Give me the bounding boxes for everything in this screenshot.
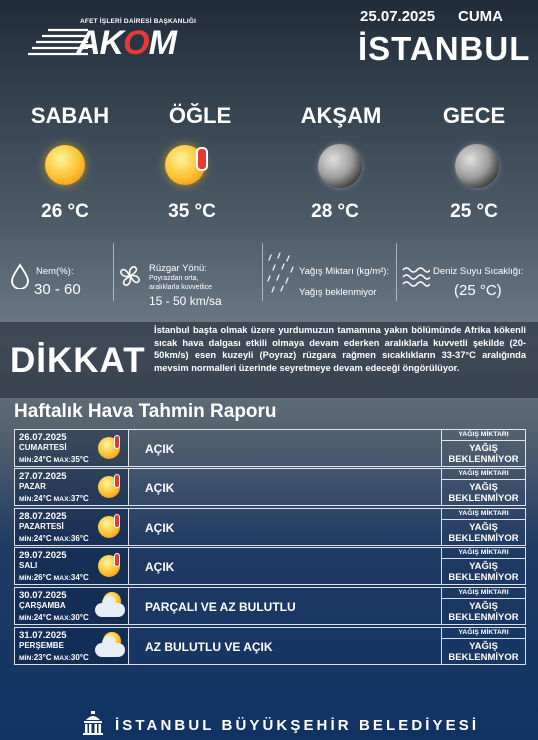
header-day: CUMA <box>458 8 503 25</box>
sun-icon <box>45 145 85 185</box>
forecast-condition: AÇIK <box>145 560 175 574</box>
forecast-row <box>14 508 526 546</box>
humidity-drop-icon <box>10 263 30 289</box>
rain-value: YAĞIŞ BEKLENMİYOR <box>448 482 519 504</box>
forecast-date: 28.07.2025 <box>19 511 67 522</box>
cloud-icon <box>95 603 125 617</box>
divider <box>396 243 397 301</box>
waves-icon <box>402 264 430 290</box>
forecast-day: PAZAR <box>19 482 46 491</box>
period-noon <box>145 103 255 129</box>
forecast-desc-cell <box>129 627 441 665</box>
forecast-minmax: MİN:24°C MAX:35°C <box>19 455 89 464</box>
rain-value: YAĞIŞ BEKLENMİYOR <box>448 601 519 623</box>
forecast-date-cell <box>14 547 129 585</box>
city-name: İSTANBUL <box>358 30 531 67</box>
period-temp: 35 °C <box>168 201 216 222</box>
rain-header: YAĞIŞ MİKTARI <box>442 469 525 480</box>
forecast-day: PERŞEMBE <box>19 641 64 650</box>
rain-value: Yağış beklenmiyor <box>299 287 377 298</box>
moon-icon <box>455 144 499 188</box>
forecast-desc-cell <box>129 468 441 506</box>
rain-header: YAĞIŞ MİKTARI <box>442 509 525 520</box>
forecast-row <box>14 429 526 467</box>
forecast-desc-cell <box>129 508 441 546</box>
rain-header: YAĞIŞ MİKTARI <box>442 430 525 441</box>
rain-value: YAĞIŞ BEKLENMİYOR <box>448 641 519 663</box>
ibb-logo-icon <box>80 710 106 736</box>
forecast-date: 29.07.2025 <box>19 550 67 561</box>
thermometer-icon <box>114 553 120 567</box>
forecast-date-cell <box>14 468 129 506</box>
thermometer-icon <box>114 514 120 528</box>
wind-value: 15 - 50 km/sa <box>149 294 222 308</box>
forecast-minmax: MİN:23°C MAX:30°C <box>19 653 89 662</box>
forecast-row <box>14 468 526 506</box>
cloud-icon <box>95 643 125 657</box>
weekly-title: Haftalık Hava Tahmin Raporu <box>14 401 277 422</box>
moon-icon <box>318 144 362 188</box>
divider <box>113 243 114 301</box>
forecast-condition: PARÇALI VE AZ BULUTLU <box>145 600 296 614</box>
forecast-minmax: MİN:24°C MAX:36°C <box>19 534 89 543</box>
wind-desc-1: Poyrazdan orta, <box>149 275 199 282</box>
forecast-day: PAZARTESİ <box>19 522 64 531</box>
sea-temp-value: (25 °C) <box>454 282 502 299</box>
rain-header: YAĞIŞ MİKTARI <box>442 628 525 639</box>
rain-value: YAĞIŞ BEKLENMİYOR <box>448 561 519 583</box>
humidity-label: Nem(%): <box>36 266 74 277</box>
forecast-day: ÇARŞAMBA <box>19 601 66 610</box>
warning-title: DİKKAT <box>10 341 146 380</box>
rain-label: Yağış Miktarı (kg/m²): <box>299 266 390 277</box>
forecast-minmax: MİN:24°C MAX:37°C <box>19 494 89 503</box>
thermometer-icon <box>196 147 208 171</box>
forecast-date: 27.07.2025 <box>19 471 67 482</box>
forecast-date: 31.07.2025 <box>19 630 67 641</box>
forecast-date: 26.07.2025 <box>19 432 67 443</box>
period-temp: 25 °C <box>450 201 498 222</box>
footer-municipality: İSTANBUL BÜYÜKŞEHİR BELEDİYESİ <box>115 717 480 734</box>
forecast-date: 30.07.2025 <box>19 590 67 601</box>
forecast-row <box>14 547 526 585</box>
forecast-rain-cell <box>441 627 526 665</box>
wind-desc-2: aralıklarla kuvvetlice <box>149 284 213 291</box>
forecast-minmax: MİN:24°C MAX:30°C <box>19 613 89 622</box>
forecast-day: CUMARTESİ <box>19 443 67 452</box>
forecast-condition: AÇIK <box>145 481 175 495</box>
period-temp: 26 °C <box>41 201 89 222</box>
period-label: SABAH <box>30 103 110 128</box>
forecast-rain-cell <box>441 587 526 625</box>
forecast-condition: AZ BULUTLU VE AÇIK <box>145 640 273 654</box>
humidity-value: 30 - 60 <box>34 281 81 298</box>
header-date: 25.07.2025 <box>360 8 436 25</box>
period-label: GECE <box>442 103 506 128</box>
forecast-desc-cell <box>129 429 441 467</box>
forecast-rain-cell <box>441 429 526 467</box>
rain-header: YAĞIŞ MİKTARI <box>442 588 525 599</box>
forecast-desc-cell <box>129 587 441 625</box>
forecast-date-cell <box>14 508 129 546</box>
wind-fan-icon <box>116 262 144 290</box>
forecast-row <box>14 627 526 665</box>
thermometer-icon <box>114 474 120 488</box>
forecast-minmax: MİN:26°C MAX:34°C <box>19 573 89 582</box>
forecast-condition: AÇIK <box>145 442 175 456</box>
period-morning <box>15 103 125 129</box>
rain-header: YAĞIŞ MİKTARI <box>442 548 525 559</box>
forecast-rain-cell <box>441 547 526 585</box>
forecast-date-cell <box>14 627 129 665</box>
logo-subtitle: AFET İŞLERİ DAİRESİ BAŞKANLIĞI <box>80 18 197 25</box>
sea-temp-label: Deniz Suyu Sıcaklığı: <box>433 266 524 277</box>
period-temp: 28 °C <box>311 201 359 222</box>
forecast-row <box>14 587 526 625</box>
warning-text: İstanbul başta olmak üzere yurdumuzun tamamına yakın bölümünde Afrika kökenli sıcak hava dalgası etkili olmaya devam ederken aralıklarla kuvvetli şekilde (20-50km/s) esen kuzeyli (Poyraz) rüzgara rağmen sıcaklıkların 33-37°C aralığında mevsim normalleri üzerinde seyretmeye devam edeceği öngörülüyor. <box>154 325 526 373</box>
period-label: ÖĞLE <box>168 103 232 128</box>
rain-drops-icon <box>266 251 296 297</box>
forecast-condition: AÇIK <box>145 521 175 535</box>
forecast-date-cell <box>14 587 129 625</box>
period-evening <box>286 103 396 129</box>
period-label: AKŞAM <box>300 103 382 128</box>
wind-label: Rüzgar Yönü: <box>149 263 207 274</box>
forecast-rain-cell <box>441 468 526 506</box>
forecast-date-cell <box>14 429 129 467</box>
divider <box>262 243 263 301</box>
forecast-desc-cell <box>129 547 441 585</box>
rain-value: YAĞIŞ BEKLENMİYOR <box>448 443 519 465</box>
period-night <box>419 103 529 129</box>
forecast-day: SALI <box>19 561 38 570</box>
forecast-rain-cell <box>441 508 526 546</box>
rain-value: YAĞIŞ BEKLENMİYOR <box>448 522 519 544</box>
akom-logo: AKOM <box>76 24 176 62</box>
thermometer-icon <box>114 435 120 449</box>
